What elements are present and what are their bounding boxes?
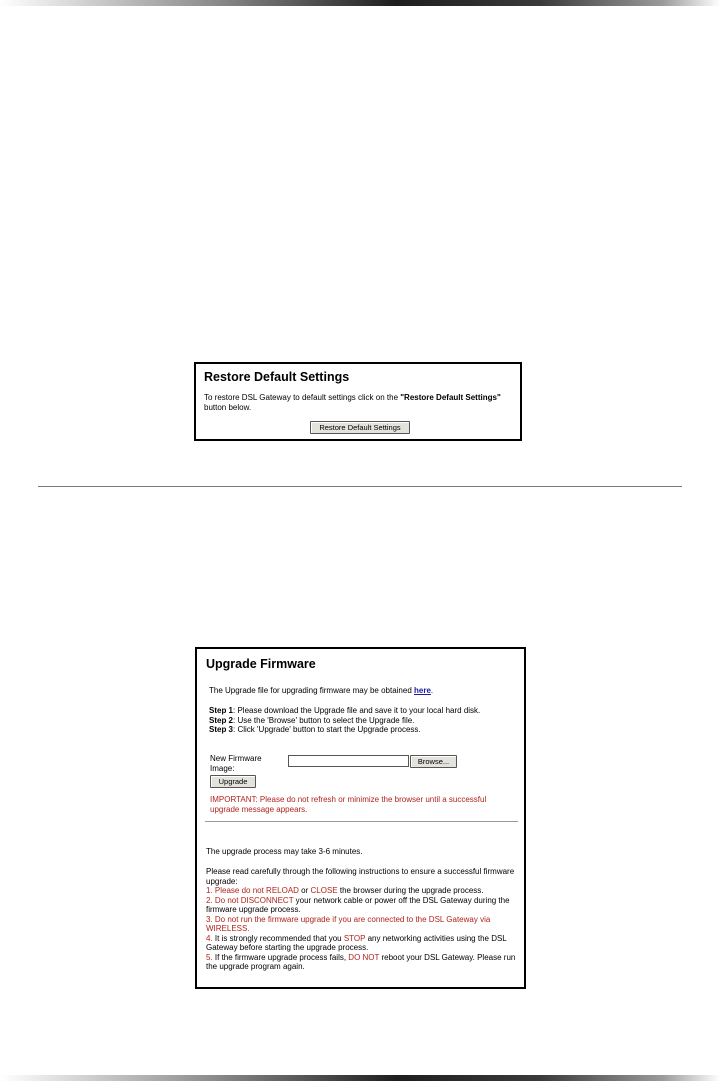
step-1 bbox=[209, 706, 514, 716]
step-3-text: : Click 'Upgrade' button to start the Upgrade process. bbox=[233, 725, 421, 734]
instruction-1-reload: RELOAD bbox=[266, 886, 299, 895]
instructions-intro: Please read carefully through the following instructions to ensure a successful firmware upgrade: bbox=[206, 867, 515, 886]
obtain-end: . bbox=[430, 686, 434, 695]
step-3-label: Step 3 bbox=[209, 725, 234, 734]
step-1-text: : Please download the Upgrade file and save it to your local hard disk. bbox=[233, 706, 481, 715]
instruction-3-wireless: WIRELESS. bbox=[206, 924, 250, 933]
important-warning: IMPORTANT: Please do not refresh or minimize the browser until a successful upgrade message appears. bbox=[210, 795, 487, 814]
browse-button[interactable]: Browse... bbox=[410, 755, 457, 768]
section-divider bbox=[38, 486, 682, 487]
instruction-4 bbox=[206, 934, 521, 953]
step-2-text: : Use the 'Browse' button to select the Upgrade file. bbox=[233, 715, 415, 725]
upgrade-file-link[interactable]: here bbox=[414, 686, 431, 695]
instruction-1-part-e: the browser during the upgrade process. bbox=[337, 886, 484, 895]
upgrade-time-note: The upgrade process may take 3-6 minutes. bbox=[206, 847, 363, 856]
step-2-label: Step 2 bbox=[209, 715, 234, 725]
instruction-2-part-a: 2. Do not bbox=[206, 895, 241, 905]
instruction-4-stop: STOP bbox=[343, 933, 366, 943]
obtain-text: The Upgrade file for upgrading firmware may be obtained bbox=[209, 686, 414, 695]
restore-title: Restore Default Settings bbox=[204, 370, 350, 384]
step-1-label: Step 1 bbox=[209, 706, 234, 715]
new-firmware-image-label: New Firmware Image: bbox=[210, 754, 262, 773]
bottom-decorative-rule bbox=[0, 1075, 720, 1081]
instruction-5-do-not: DO NOT bbox=[348, 952, 380, 962]
upgrade-title: Upgrade Firmware bbox=[206, 657, 316, 671]
instruction-5-part-b: If the firmware upgrade process fails, bbox=[212, 952, 349, 962]
instruction-1 bbox=[206, 886, 521, 896]
upgrade-steps bbox=[209, 706, 514, 735]
instruction-1-part-a: 1. Please do not bbox=[206, 886, 267, 895]
instruction-4-number: 4. bbox=[206, 933, 213, 943]
restore-description bbox=[204, 393, 514, 412]
instruction-5 bbox=[206, 953, 521, 972]
top-decorative-rule bbox=[0, 0, 720, 6]
instruction-1-close: CLOSE bbox=[310, 886, 338, 895]
instruction-2-disconnect: DISCONNECT bbox=[240, 895, 294, 905]
upgrade-instructions bbox=[206, 867, 521, 972]
instruction-2-part-c: your network cable or power off the DSL Gateway during the firmware upgrade process. bbox=[206, 895, 510, 914]
step-2 bbox=[209, 716, 514, 726]
instruction-5-part-d: reboot your DSL Gateway. Please run the upgrade program again. bbox=[206, 952, 516, 971]
upgrade-obtain-text bbox=[209, 686, 519, 696]
upgrade-button[interactable]: Upgrade bbox=[210, 775, 256, 788]
instruction-5-number: 5. bbox=[206, 952, 213, 962]
restore-text-after: button below. bbox=[204, 402, 252, 412]
upgrade-firmware-panel bbox=[195, 647, 526, 989]
instruction-3 bbox=[206, 915, 521, 934]
restore-default-settings-panel bbox=[194, 362, 522, 441]
instruction-4-part-b: It is strongly recommended that you bbox=[212, 933, 344, 943]
instruction-4-part-d: any networking activities using the DSL Gateway before starting the upgrade process. bbox=[206, 933, 507, 952]
firmware-file-input[interactable] bbox=[288, 755, 409, 767]
restore-text-before: To restore DSL Gateway to default settings click on the bbox=[204, 393, 401, 402]
instruction-2 bbox=[206, 896, 521, 915]
restore-text-bold: "Restore Default Settings" bbox=[400, 393, 501, 402]
instruction-1-part-c: or bbox=[298, 886, 311, 895]
restore-default-settings-button[interactable]: Restore Default Settings bbox=[310, 421, 410, 434]
instruction-3-part-a: 3. Do not run the firmware upgrade if you are connected to the DSL Gateway via bbox=[206, 914, 491, 924]
panel-divider bbox=[205, 821, 518, 822]
step-3 bbox=[209, 725, 514, 735]
